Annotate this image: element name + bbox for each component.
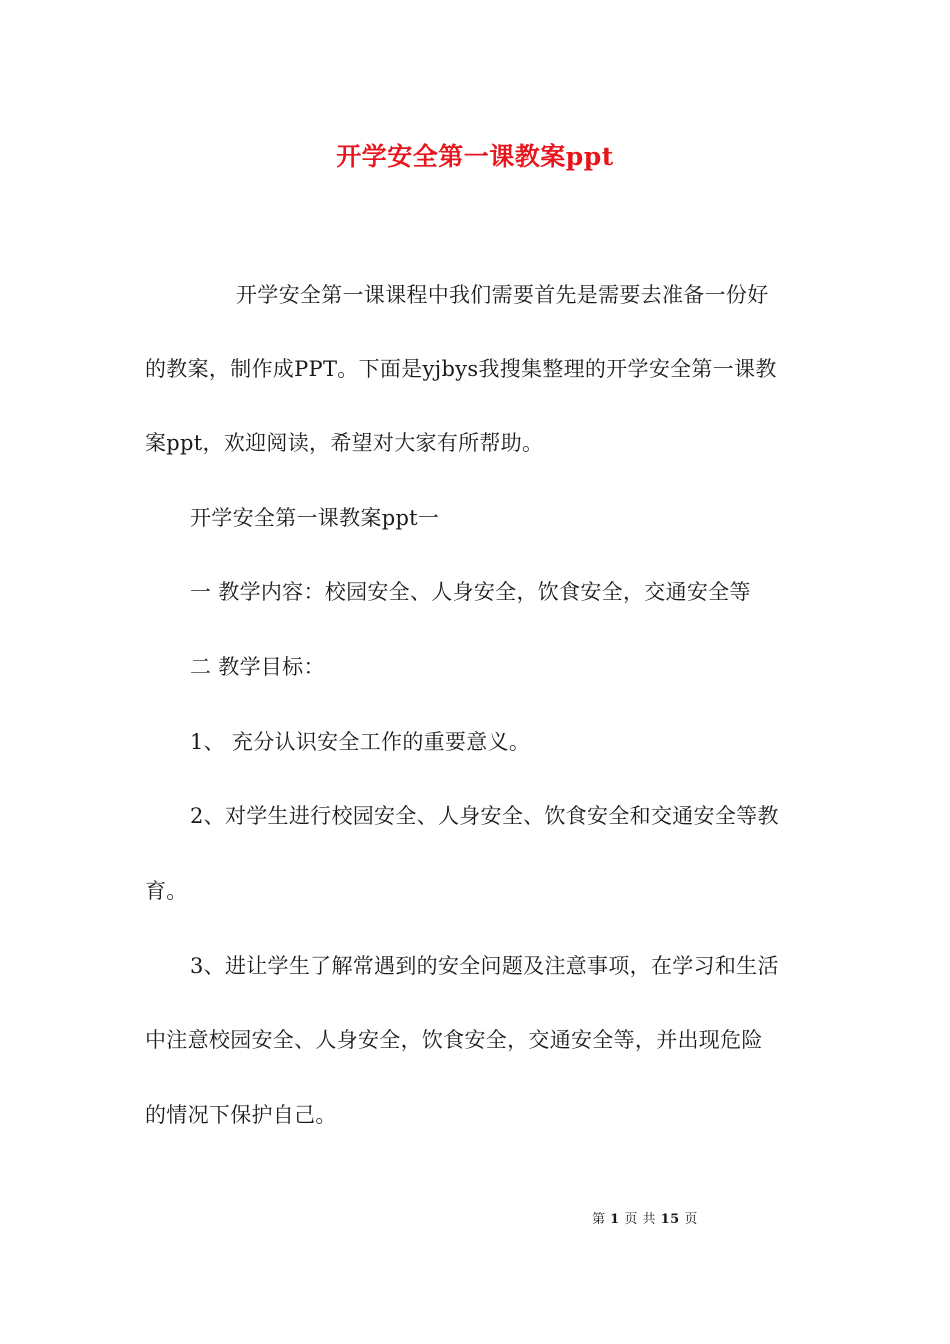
paragraph-line: 案ppt，欢迎阅读，希望对大家有所帮助。 [145, 431, 544, 455]
list-item: 2、对学生进行校园安全、人身安全、饮食安全和交通安全等教 [190, 804, 779, 828]
paragraph-line: 的教案，制作成PPT。下面是yjbys我搜集整理的开学安全第一课教 [145, 357, 777, 381]
section-heading: 开学安全第一课教案ppt一 [190, 506, 440, 530]
footer-middle: 页 共 [624, 1212, 656, 1227]
paragraph-line: 中注意校园安全、人身安全，饮食安全，交通安全等，并出现危险 [145, 1028, 763, 1052]
document-title: 开学安全第一课教案ppt [336, 142, 614, 171]
list-item: 1、 充分认识安全工作的重要意义。 [190, 730, 531, 754]
paragraph-line: 的情况下保护自己。 [145, 1103, 337, 1127]
list-item: 3、进让学生了解常遇到的安全问题及注意事项，在学习和生活 [190, 954, 779, 978]
paragraph-line: 一 教学内容：校园安全、人身安全，饮食安全，交通安全等 [190, 580, 751, 604]
paragraph-line: 育。 [145, 879, 188, 903]
paragraph-line: 开学安全第一课课程中我们需要首先是需要去准备一份好 [236, 283, 769, 307]
footer-suffix: 页 [684, 1212, 698, 1227]
footer-prefix: 第 [592, 1212, 606, 1227]
footer-total-pages: 15 [660, 1212, 680, 1227]
page-footer [592, 1208, 698, 1227]
footer-current-page: 1 [610, 1212, 620, 1227]
paragraph-line: 二 教学目标： [190, 655, 325, 679]
